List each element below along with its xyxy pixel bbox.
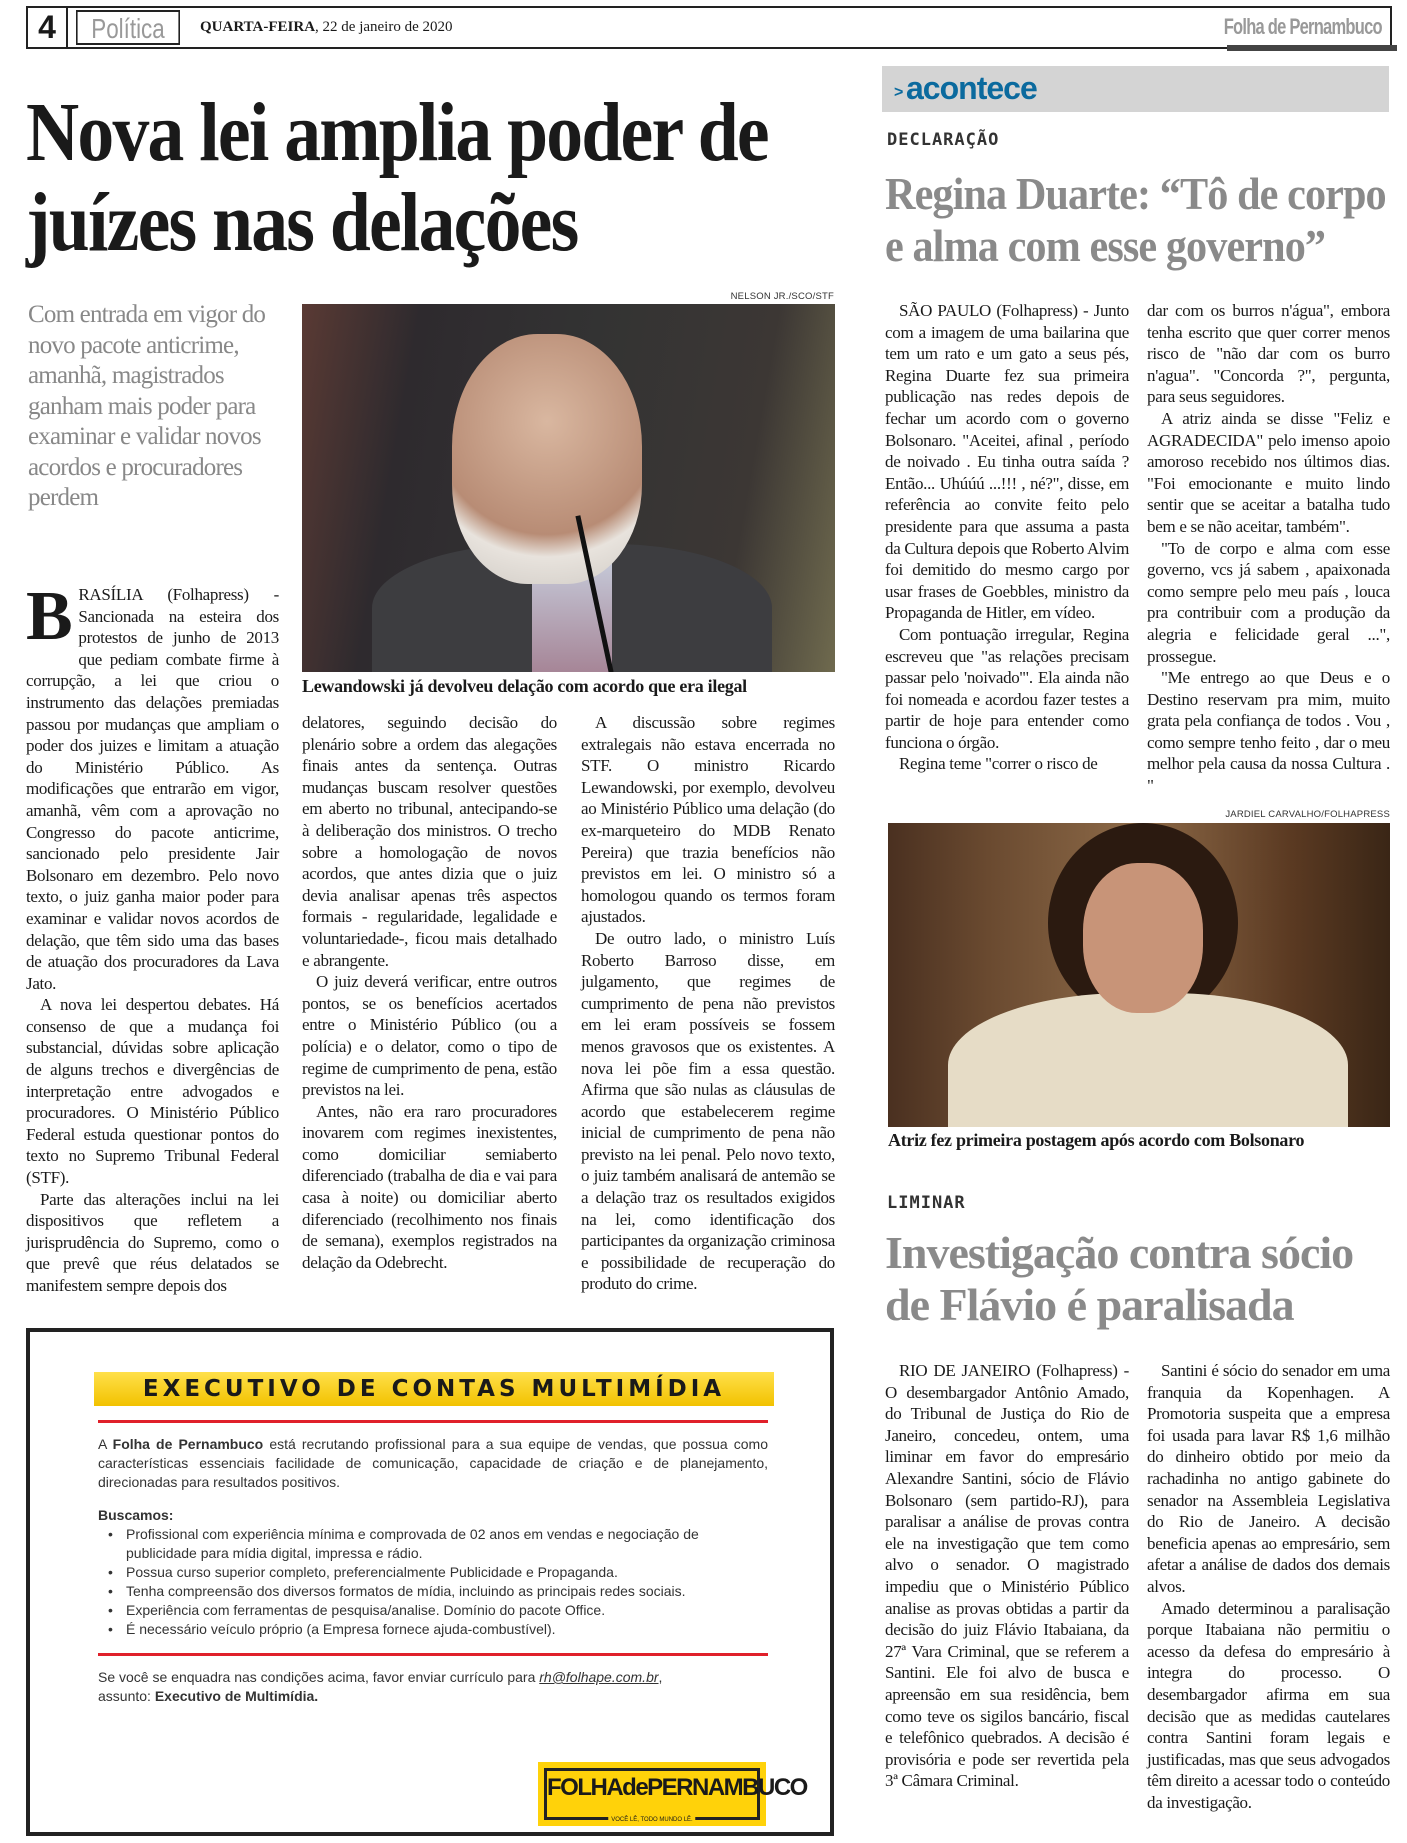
paragraph: RIO DE JANEIRO (Folhapress) - O desembargador Antônio Amado, do Tribunal de Justiça do Rio de Janeiro, concedeu, ontem, uma liminar em favor do empresário Alexandre Santini, sócio de Flávio Bolsonaro (sem partido-RJ), para paralisar a análise de provas contra ele na investigação que tem como alvo o senador. O magistrado impediu que o Ministério Público analise as provas obtidas a partir da decisão do juiz Flávio Itabaiana, da 27ª Vara Criminal, que se referem a Santini. Ele foi alvo de busca e apreensão em sua residência, bem como teve os sigilos bancário, fiscal e telefônico quebrados. A decisão é provisória e pode ser revertida pela 3ª Câmara Criminal. (885, 1361, 1129, 1791)
story-column-2 (1147, 300, 1390, 797)
list-item: • É necessário veículo próprio (a Empresa fornece ajuda-combustível). (98, 1620, 768, 1639)
date-text: , 22 de janeiro de 2020 (315, 19, 453, 35)
paragraph: BRASÍLIA (Folhapress) - Sancionada na esteira dos protestos de junho de 2013 que pediam combate firme à corrupção, a lei que criou o instrumento das delações premiadas passou por mudanças que ampliam o poder dos juizes e limitam a atuação do Ministério Público. As modificações que entrarão em vigor, amanhã, vêm com a aprovação no Congresso do pacote anticrime, sancionado pelo presidente Jair Bolsonaro em dezembro. Pelo novo texto, o juiz ganha maior poder para examinar e validar novos acordos de delação, que têm sido uma das bases de atuação dos procuradores da Lava Jato. (26, 578, 279, 993)
brand-logo: Folha de Pernambuco (1223, 14, 1382, 39)
weekday: QUARTA-FEIRA (200, 19, 316, 35)
story-column-1 (885, 1360, 1129, 1792)
paragraph: delatores, seguindo decisão do plenário sobre a ordem das alegações finais antes da sentença. Outras mudanças buscam resolver questões em aberto no tribunal, antecipando-se à deliberação dos ministros. O trecho sobre a homologação de novos acordos, que antes dizia que o juiz devia analisar apenas três aspectos formais - regularidade, legalidade e voluntariedade-, ficou mais detalhado e abrangente. (302, 713, 557, 970)
regina-duarte-photo (888, 823, 1390, 1127)
paragraph: Antes, não era raro procuradores inovarem com regimes inexistentes, como domiciliar semiaberto diferenciado (trabalha de dia e vai para casa à noite) ou domiciliar aberto diferenciado (recolhimento nos finais de semana), exemplos registrados na delação da Odebrecht. (302, 1101, 557, 1272)
divider (98, 1420, 768, 1423)
list-item: • Possua curso superior completo, preferencialmente Publicidade e Propaganda. (98, 1563, 768, 1582)
section-name: Política (76, 10, 180, 45)
paragraph: Parte das alterações inclui na lei dispositivos que refletem a jurisprudência do Supremo, como o que prevê que réus delatados se manifestem sempre depois dos (26, 1189, 279, 1295)
brand-underline (1227, 45, 1397, 51)
story-column-1 (885, 300, 1129, 775)
paragraph: Regina teme "correr o risco de (899, 754, 1098, 774)
chevron-right-icon: > (894, 84, 903, 101)
paragraph: O juiz deverá verificar, entre outros pontos, se os benefícios acertados entre o Ministério Público (ou a polícia) e o delator, como o tipo de regime de cumprimento de pena, estão previstos na lei. (302, 972, 557, 1100)
email-link[interactable]: rh@folhape.com.br (539, 1669, 659, 1685)
paragraph: Com pontuação irregular, Regina escreveu que "as relações precisam passar pelo 'noivado'". Ela ainda não foi nomeada e acordou fazer testes a partir de hoje para entender como funciona o órgão. (885, 624, 1129, 752)
page-header (26, 6, 1392, 49)
main-deck: Com entrada em vigor do novo pacote anticrime, amanhã, magistrados ganham mais poder para examinar e validar novos acordos e procuradores perdem (28, 301, 266, 511)
paragraph: "To de corpo e alma com esse governo, vcs já sabem , apaixonada como sempre pelo meu país , louca pra contribuir com a produção da alegria e felicidade geral ...", prossegue. (1147, 538, 1390, 666)
story-kicker: LIMINAR (887, 1193, 966, 1213)
paragraph: De outro lado, o ministro Luís Roberto Barroso disse, em julgamento, que regimes de cumprimento de pena não previstos em lei eram possíveis se fossem menos gravosos que os existentes. A nova lei põe fim a essa questão. Afirma que são nulas as cláusulas de acordo que estabelecerem regime inicial de cumprimento de pena não previsto na lei penal. Pelo novo texto, o juiz também analisará de antemão se a delação traz os resultados exigidos na lei, como identificação dos participantes da organização criminosa e possibilidade de recuperação do produto do crime. (581, 928, 835, 1294)
requirements-list (98, 1525, 768, 1639)
photo-credit: NELSON JR./SCO/STF (730, 291, 834, 302)
photo-caption: Atriz fez primeira postagem após acordo com Bolsonaro (888, 1130, 1305, 1150)
paragraph: A atriz ainda se disse "Feliz e AGRADECIDA" pelo imenso apoio amoroso recebido nos últimos dias. "Foi emocionante e muito lindo sentir que se aceitar a batalha tudo bem e se não aceitar, também". (1147, 408, 1390, 536)
paragraph: A nova lei despertou debates. Há consenso de que a mudança foi substancial, dúvidas sobre aplicação de alguns trechos e divergências de interpretação entre advogados e procuradores. O Ministério Público Federal estuda questionar pontos do texto no Supremo Tribunal Federal (STF). (26, 995, 279, 1188)
ad-title: EXECUTIVO DE CONTAS MULTIMÍDIA (94, 1372, 774, 1406)
lewandowski-photo (302, 304, 835, 672)
drop-cap: B (26, 578, 73, 655)
ad-contact: Se você se enquadra nas condições acima, favor enviar currículo para rh@folhape.com.br, assunto: Executivo de Multimídia. (98, 1669, 663, 1704)
paragraph: A discussão sobre regimes extralegais não estava encerrada no STF. O ministro Ricardo Lewandowski, por exemplo, devolveu ao Ministério Público uma delação (do ex-marqueteiro do MDB Renato Pereira) que trazia benefícios não previstos em lei. O ministro só a homologou quando os termos foram ajustados. (581, 713, 835, 927)
photo-credit: JARDIEL CARVALHO/FOLHAPRESS (1225, 809, 1390, 820)
article-column-2 (302, 712, 557, 1273)
page-number: 4 (28, 8, 68, 47)
photo-caption: Lewandowski já devolveu delação com acordo que era ilegal (302, 676, 747, 696)
job-advertisement (26, 1328, 834, 1836)
list-item: • Profissional com experiência mínima e comprovada de 02 anos em vendas e negociação de publicidade para mídia digital, impressa e rádio. (98, 1525, 768, 1563)
acontece-label: acontece > (894, 70, 1037, 106)
story-headline: Investigação contra sócio de Flávio é paralisada (885, 1227, 1354, 1330)
paragraph: Santini é sócio do senador em uma franquia da Kopenhagen. A Promotoria suspeita que a empresa foi usada para lavar R$ 1,6 milhão do dinheiro obtido por meio da rachadinha no antigo gabinete do senador na Assembleia Legislativa do Rio de Janeiro. A decisão beneficia apenas ao empresário, sem afetar a análise de dados dos demais alvos. (1147, 1361, 1390, 1596)
edition-date (200, 19, 453, 36)
ad-seek-label: Buscamos: (98, 1507, 174, 1523)
paragraph: Amado determinou a paralisação porque Itabaiana não permitiu o acesso da defesa do empresário à integra do processo. O desembargador afirma em sua decisão que as medidas cautelares contra Santini foram legais e justificadas, mas que seus advogados têm direito a acessar todo o conteúdo da investigação. (1147, 1598, 1390, 1812)
ad-body (98, 1420, 768, 1706)
acontece-banner (882, 66, 1389, 112)
folha-logo: FOLHAdePERNAMBUCO VOCÊ LÊ, TODO MUNDO LÊ. (538, 1762, 766, 1826)
story-headline: Regina Duarte: “Tô de corpo e alma com esse governo” (885, 168, 1386, 271)
article-column-1 (26, 578, 279, 1297)
story-column-2 (1147, 1360, 1390, 1813)
main-headline: Nova lei amplia poder de juízes nas delações (26, 86, 768, 269)
list-item: • Experiência com ferramentas de pesquisa/analise. Domínio do pacote Office. (98, 1601, 768, 1620)
list-item: • Tenha compreensão dos diversos formatos de mídia, incluindo as principais redes sociais. (98, 1582, 768, 1601)
ad-intro: A Folha de Pernambuco está recrutando profissional para a sua equipe de vendas, que possua como características essenciais facilidade de comunicação, capacidade de criação e de planejamento, direcionadas para resultados positivos. (98, 1436, 768, 1490)
paragraph: SÃO PAULO (Folhapress) - Junto com a imagem de uma bailarina que tem um rato e um gato a seus pés, Regina Duarte fez sua primeira publicação nas redes depois de fechar um acordo com o governo Bolsonaro. "Aceitei, afinal , período de noivado . Eu tinha outra saída ? Então... Uhúúú ...!!! , né?", disse, em referência ao convite feito pelo presidente para que assuma a pasta da Cultura depois que Roberto Alvim foi demitido do mesmo cargo por usar frases de Goebbles, ministro da Propaganda de Hitler, em vídeo. (885, 301, 1129, 623)
story-kicker: DECLARAÇÃO (887, 130, 1000, 150)
divider (98, 1653, 768, 1656)
paragraph: "Me entrego ao que Deus e o Destino reservam pra mim, muito grata pela confiança de todos . Vou , como sempre tenho feito , dar o meu melhor pela causa da nossa Cultura . " (1147, 668, 1390, 796)
paragraph: dar com os burros n'água", embora tenha escrito que quer correr menos risco de "não dar com os burro n'agua". "Concorda ?", pergunta, para seus seguidores. (1147, 301, 1390, 407)
article-column-3 (581, 712, 835, 1295)
